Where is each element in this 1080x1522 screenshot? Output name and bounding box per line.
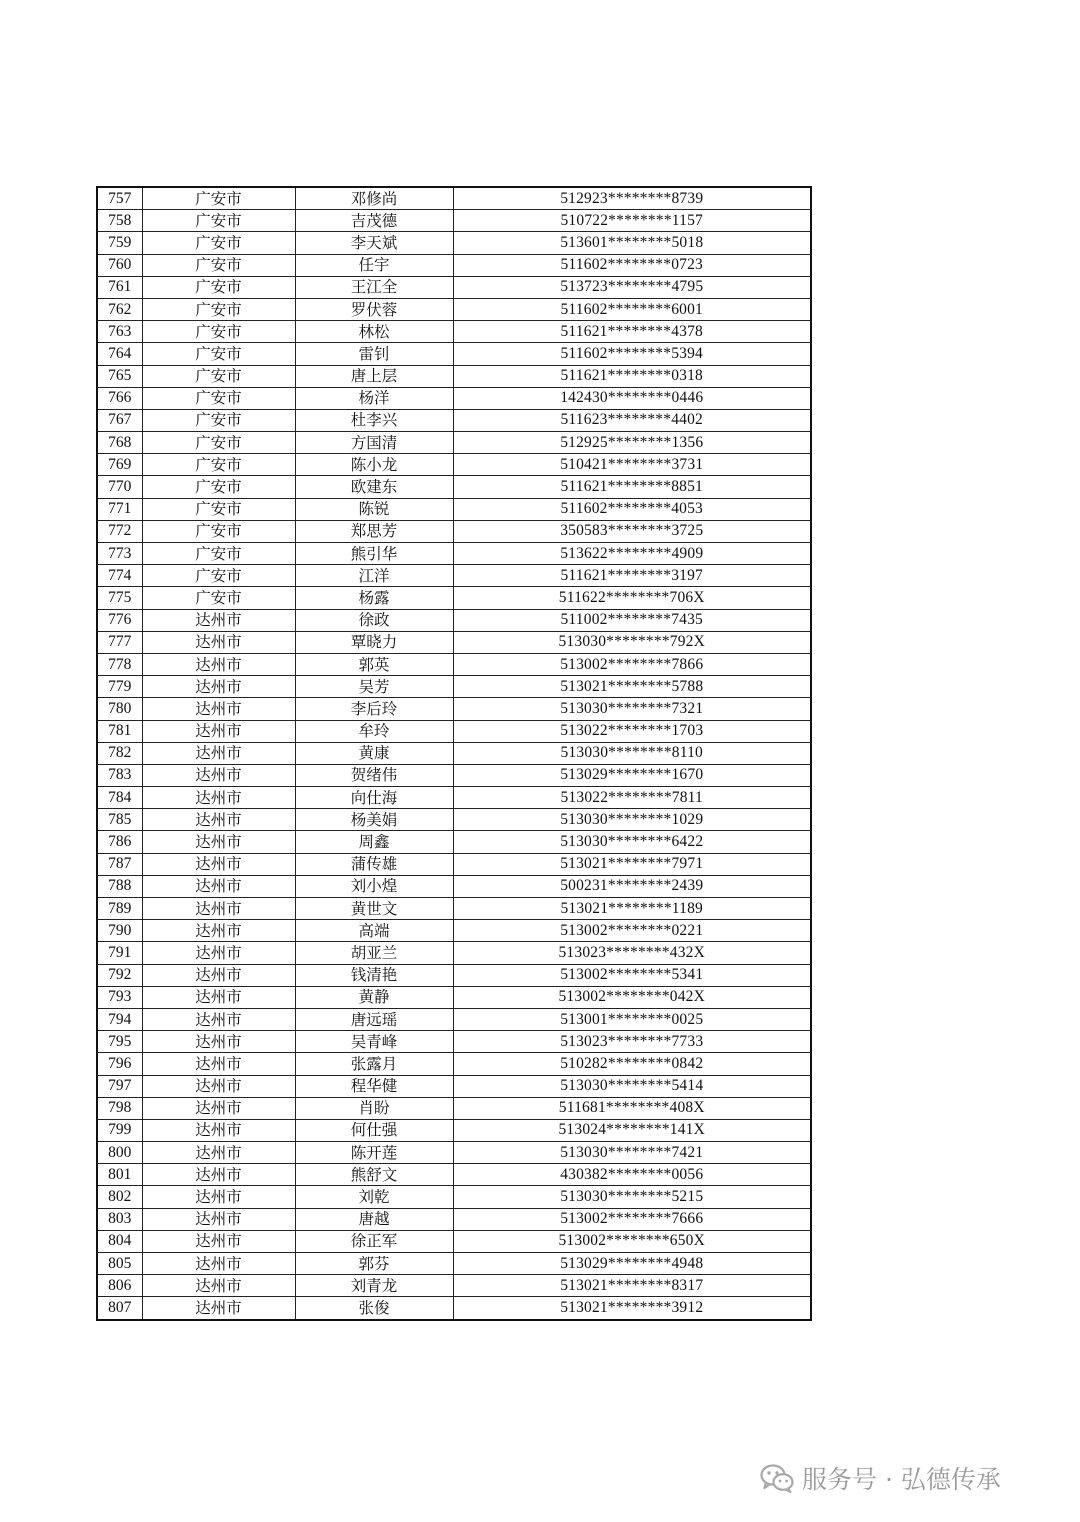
id-number-cell: 350583********3725 [453, 520, 811, 542]
id-number-cell: 511622********706X [453, 587, 811, 609]
id-number-cell: 511681********408X [453, 1097, 811, 1119]
table-row [97, 543, 811, 565]
row-number-cell: 793 [97, 986, 142, 1008]
table-row [97, 1253, 811, 1275]
city-cell: 广安市 [142, 432, 295, 454]
row-number-cell: 784 [97, 787, 142, 809]
table-row [97, 1119, 811, 1141]
id-number-cell: 513002********5341 [453, 964, 811, 986]
row-number-cell: 769 [97, 454, 142, 476]
id-number-cell: 142430********0446 [453, 387, 811, 409]
table-row [97, 898, 811, 920]
id-number-cell: 513021********7971 [453, 853, 811, 875]
id-number-cell: 513021********1189 [453, 898, 811, 920]
city-cell: 广安市 [142, 321, 295, 343]
city-cell: 达州市 [142, 853, 295, 875]
id-number-cell: 511002********7435 [453, 609, 811, 631]
row-number-cell: 761 [97, 276, 142, 298]
table-row [97, 210, 811, 232]
id-number-cell: 513021********5788 [453, 676, 811, 698]
city-cell: 达州市 [142, 1008, 295, 1030]
table-row [97, 787, 811, 809]
row-number-cell: 795 [97, 1031, 142, 1053]
id-number-cell: 513030********1029 [453, 809, 811, 831]
city-cell: 达州市 [142, 676, 295, 698]
row-number-cell: 797 [97, 1075, 142, 1097]
table-row [97, 809, 811, 831]
roster-table-body [97, 187, 811, 1320]
city-cell: 广安市 [142, 365, 295, 387]
name-cell: 钱清艳 [295, 964, 453, 986]
id-number-cell: 512925********1356 [453, 432, 811, 454]
name-cell: 方国清 [295, 432, 453, 454]
row-number-cell: 781 [97, 720, 142, 742]
table-row [97, 520, 811, 542]
table-row [97, 1142, 811, 1164]
row-number-cell: 780 [97, 698, 142, 720]
row-number-cell: 782 [97, 742, 142, 764]
table-row [97, 698, 811, 720]
city-cell: 广安市 [142, 476, 295, 498]
table-row [97, 631, 811, 653]
row-number-cell: 767 [97, 409, 142, 431]
row-number-cell: 792 [97, 964, 142, 986]
table-row [97, 1097, 811, 1119]
city-cell: 达州市 [142, 1208, 295, 1230]
watermark-text: 服务号 · 弘德传承 [802, 1465, 1001, 1494]
id-number-cell: 511621********8851 [453, 476, 811, 498]
city-cell: 广安市 [142, 587, 295, 609]
name-cell: 向仕海 [295, 787, 453, 809]
row-number-cell: 759 [97, 232, 142, 254]
table-row [97, 321, 811, 343]
name-cell: 杨洋 [295, 387, 453, 409]
id-number-cell: 510282********0842 [453, 1053, 811, 1075]
name-cell: 林松 [295, 321, 453, 343]
table-row [97, 1208, 811, 1230]
table-row [97, 254, 811, 276]
name-cell: 刘乾 [295, 1186, 453, 1208]
table-row [97, 920, 811, 942]
table-row [97, 1053, 811, 1075]
id-number-cell: 513029********4948 [453, 1253, 811, 1275]
id-number-cell: 513030********8110 [453, 742, 811, 764]
row-number-cell: 789 [97, 898, 142, 920]
name-cell: 李天斌 [295, 232, 453, 254]
name-cell: 罗伏蓉 [295, 298, 453, 320]
roster-table [96, 186, 812, 1321]
city-cell: 达州市 [142, 1142, 295, 1164]
name-cell: 张露月 [295, 1053, 453, 1075]
city-cell: 达州市 [142, 631, 295, 653]
table-row [97, 1031, 811, 1053]
row-number-cell: 765 [97, 365, 142, 387]
name-cell: 熊引华 [295, 543, 453, 565]
row-number-cell: 803 [97, 1208, 142, 1230]
table-row [97, 1186, 811, 1208]
name-cell: 江洋 [295, 565, 453, 587]
city-cell: 广安市 [142, 276, 295, 298]
id-number-cell: 511602********5394 [453, 343, 811, 365]
table-row [97, 853, 811, 875]
table-row [97, 1275, 811, 1297]
table-row [97, 298, 811, 320]
id-number-cell: 513601********5018 [453, 232, 811, 254]
name-cell: 徐政 [295, 609, 453, 631]
city-cell: 达州市 [142, 920, 295, 942]
id-number-cell: 512923********8739 [453, 187, 811, 210]
id-number-cell: 500231********2439 [453, 875, 811, 897]
name-cell: 杨露 [295, 587, 453, 609]
name-cell: 肖盼 [295, 1097, 453, 1119]
table-row [97, 387, 811, 409]
table-row [97, 1075, 811, 1097]
row-number-cell: 770 [97, 476, 142, 498]
row-number-cell: 776 [97, 609, 142, 631]
table-row [97, 764, 811, 786]
id-number-cell: 513622********4909 [453, 543, 811, 565]
id-number-cell: 511602********6001 [453, 298, 811, 320]
table-row [97, 831, 811, 853]
id-number-cell: 513723********4795 [453, 276, 811, 298]
id-number-cell: 513002********7866 [453, 653, 811, 675]
name-cell: 熊舒文 [295, 1164, 453, 1186]
city-cell: 达州市 [142, 1031, 295, 1053]
row-number-cell: 791 [97, 942, 142, 964]
city-cell: 达州市 [142, 1230, 295, 1252]
name-cell: 李后玲 [295, 698, 453, 720]
table-row [97, 1008, 811, 1030]
name-cell: 黄世文 [295, 898, 453, 920]
city-cell: 广安市 [142, 409, 295, 431]
row-number-cell: 768 [97, 432, 142, 454]
city-cell: 达州市 [142, 1253, 295, 1275]
id-number-cell: 511621********0318 [453, 365, 811, 387]
city-cell: 达州市 [142, 1053, 295, 1075]
name-cell: 吴青峰 [295, 1031, 453, 1053]
name-cell: 徐正军 [295, 1230, 453, 1252]
city-cell: 广安市 [142, 454, 295, 476]
id-number-cell: 513022********1703 [453, 720, 811, 742]
row-number-cell: 800 [97, 1142, 142, 1164]
name-cell: 刘小煌 [295, 875, 453, 897]
name-cell: 黄康 [295, 742, 453, 764]
id-number-cell: 513021********3912 [453, 1297, 811, 1320]
row-number-cell: 757 [97, 187, 142, 210]
table-row [97, 365, 811, 387]
name-cell: 王江全 [295, 276, 453, 298]
city-cell: 达州市 [142, 787, 295, 809]
city-cell: 达州市 [142, 809, 295, 831]
id-number-cell: 513023********7733 [453, 1031, 811, 1053]
name-cell: 胡亚兰 [295, 942, 453, 964]
name-cell: 贺绪伟 [295, 764, 453, 786]
watermark [760, 1458, 1001, 1498]
city-cell: 达州市 [142, 964, 295, 986]
table-row [97, 587, 811, 609]
row-number-cell: 777 [97, 631, 142, 653]
row-number-cell: 783 [97, 764, 142, 786]
city-cell: 达州市 [142, 764, 295, 786]
city-cell: 广安市 [142, 565, 295, 587]
table-row [97, 1164, 811, 1186]
id-number-cell: 513030********6422 [453, 831, 811, 853]
name-cell: 蒲传雄 [295, 853, 453, 875]
table-row [97, 1297, 811, 1320]
name-cell: 欧建东 [295, 476, 453, 498]
city-cell: 达州市 [142, 1186, 295, 1208]
name-cell: 覃晓力 [295, 631, 453, 653]
table-row [97, 653, 811, 675]
id-number-cell: 513030********5414 [453, 1075, 811, 1097]
city-cell: 达州市 [142, 1097, 295, 1119]
city-cell: 达州市 [142, 898, 295, 920]
city-cell: 达州市 [142, 698, 295, 720]
row-number-cell: 774 [97, 565, 142, 587]
name-cell: 陈开莲 [295, 1142, 453, 1164]
city-cell: 达州市 [142, 653, 295, 675]
name-cell: 唐上层 [295, 365, 453, 387]
name-cell: 邓修尚 [295, 187, 453, 210]
city-cell: 广安市 [142, 498, 295, 520]
row-number-cell: 766 [97, 387, 142, 409]
row-number-cell: 762 [97, 298, 142, 320]
id-number-cell: 513030********5215 [453, 1186, 811, 1208]
name-cell: 高端 [295, 920, 453, 942]
id-number-cell: 513002********042X [453, 986, 811, 1008]
row-number-cell: 786 [97, 831, 142, 853]
table-row [97, 942, 811, 964]
row-number-cell: 785 [97, 809, 142, 831]
city-cell: 达州市 [142, 1075, 295, 1097]
row-number-cell: 773 [97, 543, 142, 565]
row-number-cell: 763 [97, 321, 142, 343]
name-cell: 陈锐 [295, 498, 453, 520]
name-cell: 杨美娟 [295, 809, 453, 831]
row-number-cell: 779 [97, 676, 142, 698]
id-number-cell: 511602********0723 [453, 254, 811, 276]
city-cell: 达州市 [142, 1164, 295, 1186]
row-number-cell: 799 [97, 1119, 142, 1141]
name-cell: 周鑫 [295, 831, 453, 853]
id-number-cell: 510722********1157 [453, 210, 811, 232]
table-row [97, 187, 811, 210]
row-number-cell: 772 [97, 520, 142, 542]
city-cell: 广安市 [142, 187, 295, 210]
id-number-cell: 513030********7421 [453, 1142, 811, 1164]
table-row [97, 409, 811, 431]
city-cell: 达州市 [142, 1275, 295, 1297]
name-cell: 吴芳 [295, 676, 453, 698]
name-cell: 郭英 [295, 653, 453, 675]
id-number-cell: 513030********792X [453, 631, 811, 653]
table-row [97, 276, 811, 298]
row-number-cell: 775 [97, 587, 142, 609]
id-number-cell: 430382********0056 [453, 1164, 811, 1186]
row-number-cell: 760 [97, 254, 142, 276]
city-cell: 达州市 [142, 609, 295, 631]
row-number-cell: 802 [97, 1186, 142, 1208]
city-cell: 广安市 [142, 343, 295, 365]
row-number-cell: 778 [97, 653, 142, 675]
row-number-cell: 798 [97, 1097, 142, 1119]
table-row [97, 232, 811, 254]
table-row [97, 454, 811, 476]
id-number-cell: 513001********0025 [453, 1008, 811, 1030]
name-cell: 陈小龙 [295, 454, 453, 476]
id-number-cell: 513023********432X [453, 942, 811, 964]
row-number-cell: 788 [97, 875, 142, 897]
table-row [97, 986, 811, 1008]
row-number-cell: 807 [97, 1297, 142, 1320]
city-cell: 达州市 [142, 831, 295, 853]
table-row [97, 565, 811, 587]
table-row [97, 742, 811, 764]
id-number-cell: 513030********7321 [453, 698, 811, 720]
id-number-cell: 511621********4378 [453, 321, 811, 343]
city-cell: 达州市 [142, 1297, 295, 1320]
city-cell: 达州市 [142, 720, 295, 742]
row-number-cell: 771 [97, 498, 142, 520]
row-number-cell: 794 [97, 1008, 142, 1030]
table-row [97, 875, 811, 897]
name-cell: 雷钊 [295, 343, 453, 365]
table-row [97, 343, 811, 365]
id-number-cell: 513002********0221 [453, 920, 811, 942]
name-cell: 杜李兴 [295, 409, 453, 431]
city-cell: 达州市 [142, 942, 295, 964]
name-cell: 牟玲 [295, 720, 453, 742]
city-cell: 广安市 [142, 520, 295, 542]
table-row [97, 1230, 811, 1252]
name-cell: 程华健 [295, 1075, 453, 1097]
city-cell: 广安市 [142, 543, 295, 565]
id-number-cell: 510421********3731 [453, 454, 811, 476]
wechat-icon [760, 1463, 794, 1493]
row-number-cell: 796 [97, 1053, 142, 1075]
name-cell: 郭芬 [295, 1253, 453, 1275]
table-row [97, 609, 811, 631]
id-number-cell: 513002********650X [453, 1230, 811, 1252]
row-number-cell: 804 [97, 1230, 142, 1252]
city-cell: 广安市 [142, 387, 295, 409]
table-row [97, 676, 811, 698]
row-number-cell: 790 [97, 920, 142, 942]
city-cell: 广安市 [142, 254, 295, 276]
id-number-cell: 511621********3197 [453, 565, 811, 587]
name-cell: 任宇 [295, 254, 453, 276]
name-cell: 唐远瑶 [295, 1008, 453, 1030]
table-row [97, 498, 811, 520]
table-row [97, 432, 811, 454]
name-cell: 何仕强 [295, 1119, 453, 1141]
city-cell: 达州市 [142, 1119, 295, 1141]
table-row [97, 720, 811, 742]
id-number-cell: 513021********8317 [453, 1275, 811, 1297]
id-number-cell: 513022********7811 [453, 787, 811, 809]
id-number-cell: 513002********7666 [453, 1208, 811, 1230]
id-number-cell: 513024********141X [453, 1119, 811, 1141]
row-number-cell: 787 [97, 853, 142, 875]
name-cell: 张俊 [295, 1297, 453, 1320]
name-cell: 刘青龙 [295, 1275, 453, 1297]
city-cell: 达州市 [142, 742, 295, 764]
row-number-cell: 758 [97, 210, 142, 232]
row-number-cell: 806 [97, 1275, 142, 1297]
name-cell: 唐越 [295, 1208, 453, 1230]
city-cell: 达州市 [142, 875, 295, 897]
row-number-cell: 801 [97, 1164, 142, 1186]
table-row [97, 476, 811, 498]
city-cell: 达州市 [142, 986, 295, 1008]
table-row [97, 964, 811, 986]
city-cell: 广安市 [142, 210, 295, 232]
name-cell: 黄静 [295, 986, 453, 1008]
name-cell: 吉茂德 [295, 210, 453, 232]
id-number-cell: 511623********4402 [453, 409, 811, 431]
id-number-cell: 511602********4053 [453, 498, 811, 520]
city-cell: 广安市 [142, 298, 295, 320]
city-cell: 广安市 [142, 232, 295, 254]
row-number-cell: 805 [97, 1253, 142, 1275]
id-number-cell: 513029********1670 [453, 764, 811, 786]
name-cell: 郑思芳 [295, 520, 453, 542]
row-number-cell: 764 [97, 343, 142, 365]
